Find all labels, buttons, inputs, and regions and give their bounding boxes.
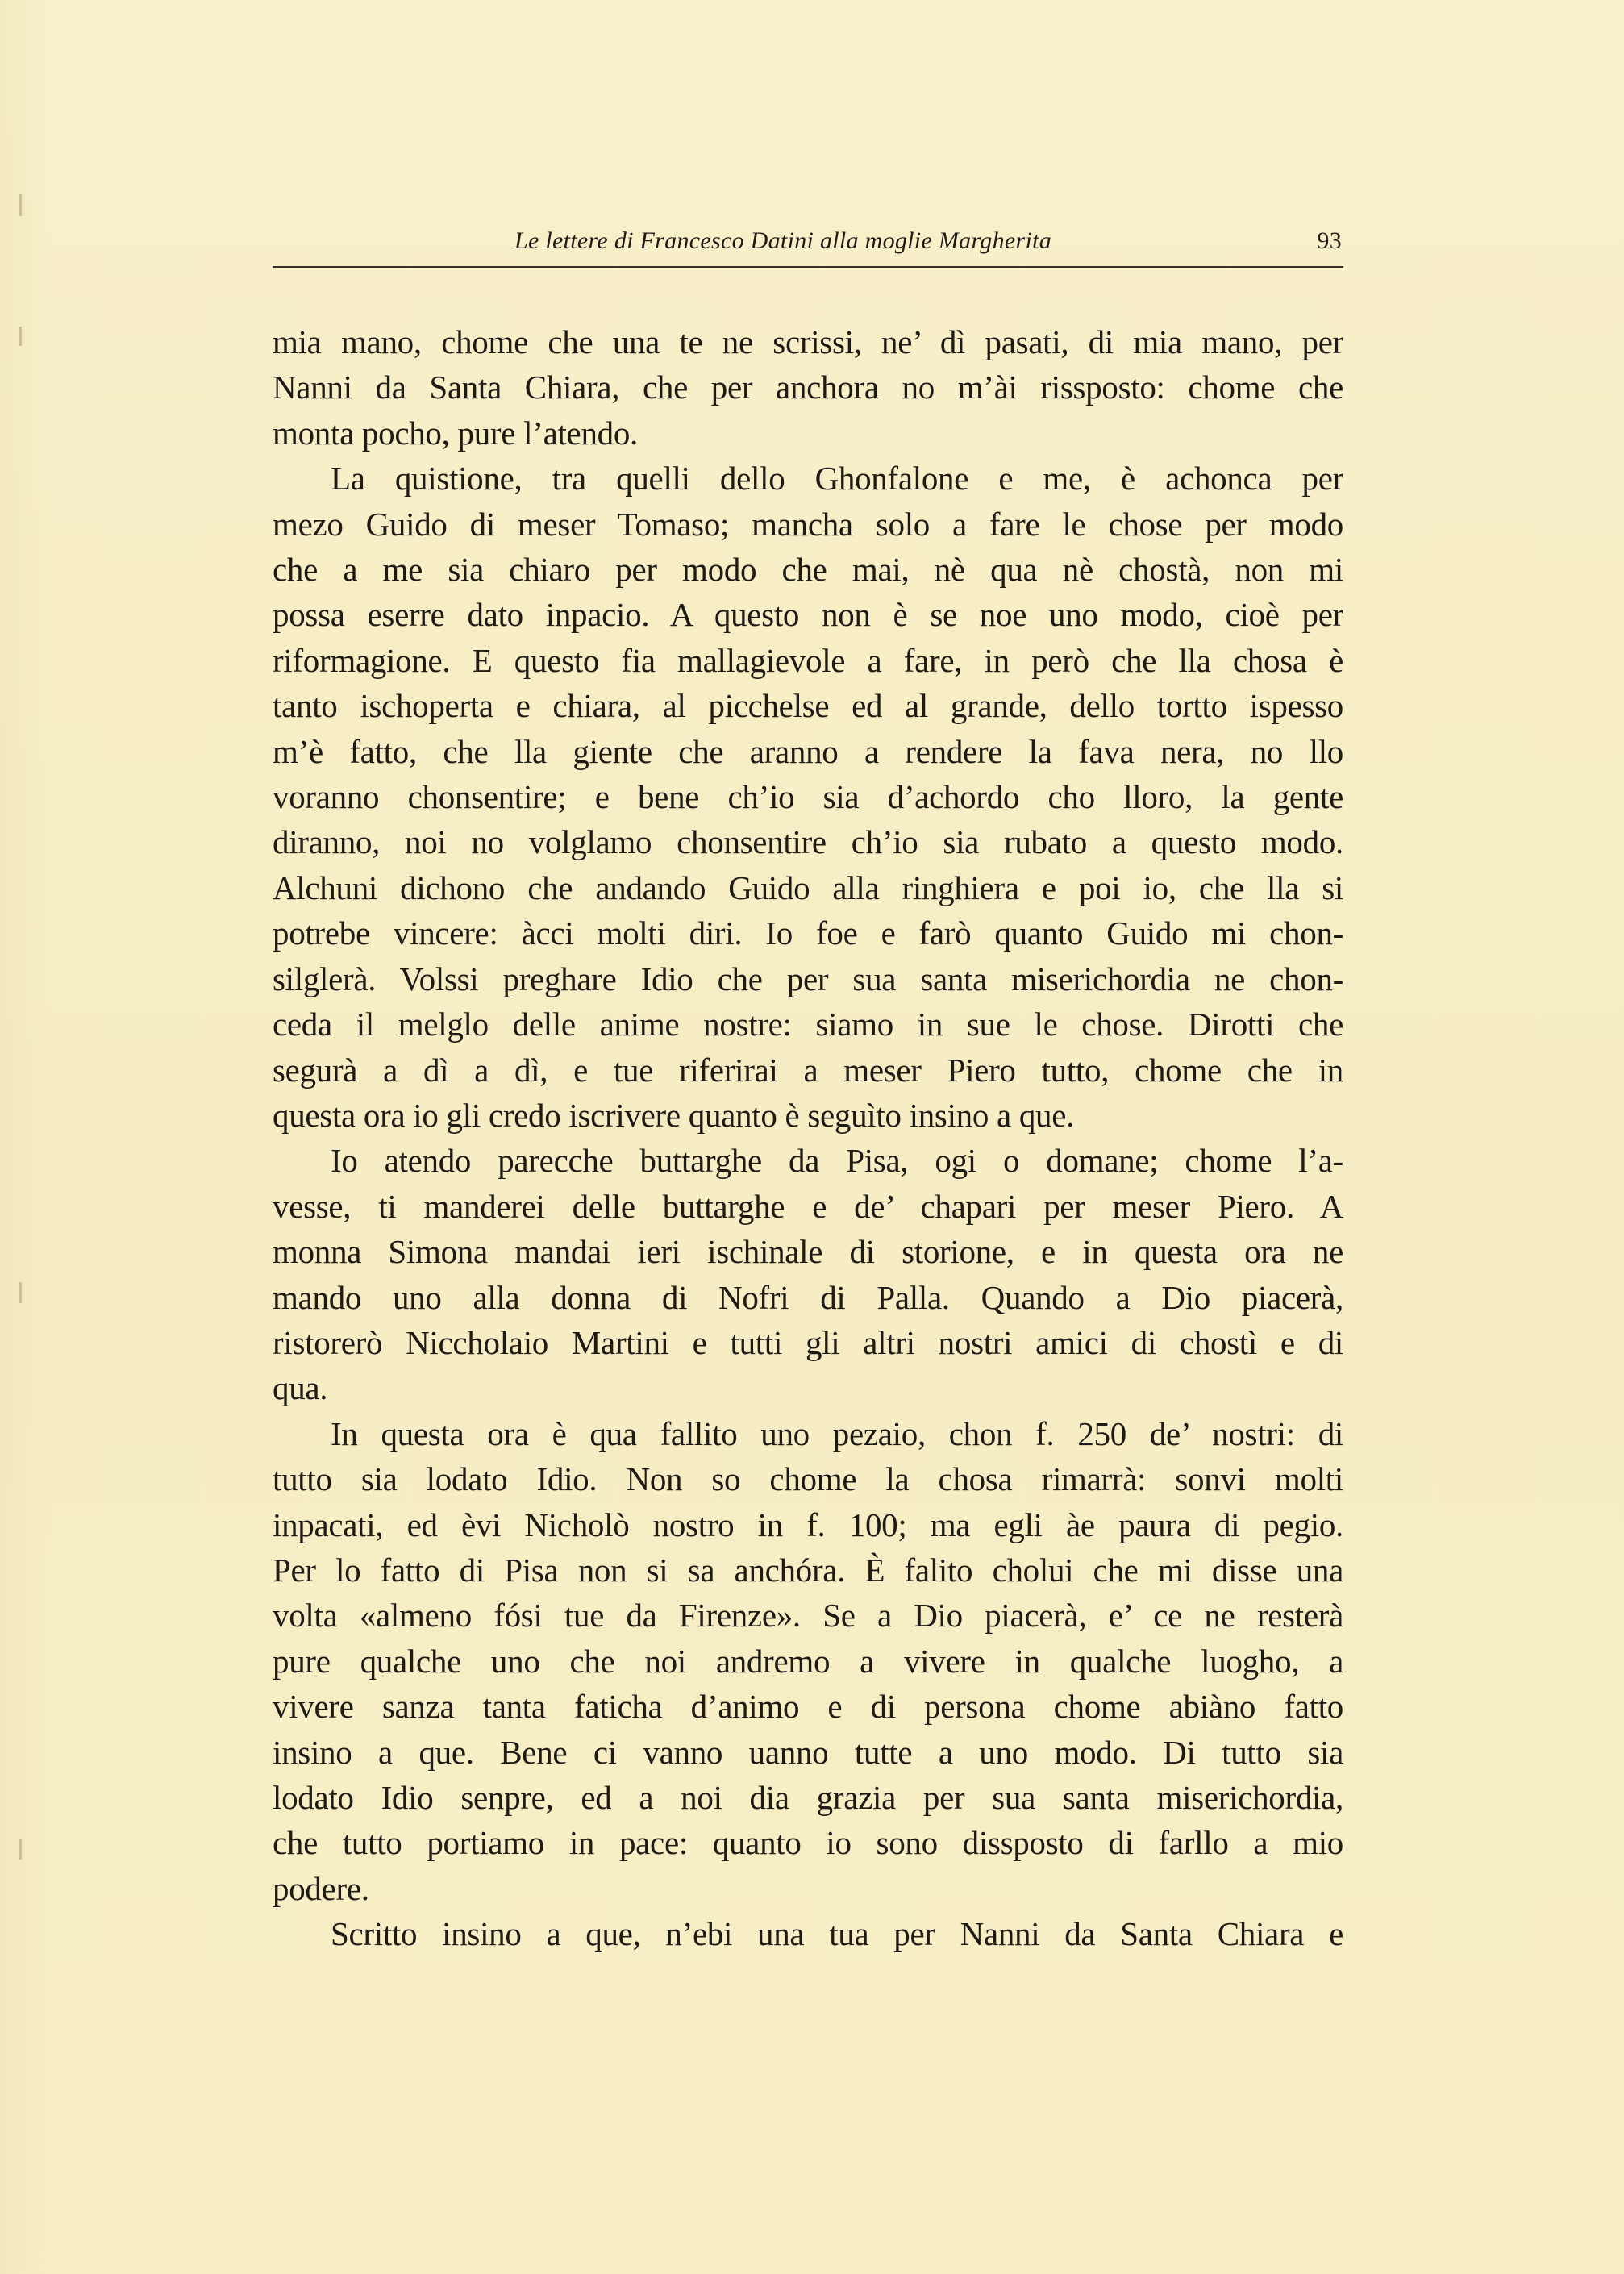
text-line: mando uno alla donna di Nofri di Palla. Quando a Dio piacerà, (273, 1278, 1343, 1316)
text-line: segurà a dì a dì, e tue riferirai a meser Piero tutto, chome che in (273, 1051, 1343, 1089)
text-line: volta «almeno fósi tue da Firenze». Se a Dio piacerà, e’ ce ne resterà (273, 1597, 1343, 1635)
paragraph (273, 1411, 1343, 1911)
body-text (273, 319, 1343, 1957)
binding-mark (19, 194, 22, 216)
text-line: vivere sanza tanta faticha d’animo e di persona chome abiàno fatto (273, 1688, 1343, 1726)
text-line: monta pocho, pure l’atendo. (273, 414, 639, 452)
text-line: podere. (273, 1869, 369, 1907)
text-line: pure qualche uno che noi andremo a vivere in qualche luogho, a (273, 1642, 1343, 1680)
text-line: Per lo fatto di Pisa non si sa anchóra. È falito cholui che mi disse una (273, 1551, 1343, 1589)
text-line: lodato Idio senpre, ed a noi dia grazia per sua santa miserichordia, (273, 1779, 1343, 1816)
text-line: ristorerò Niccholaio Martini e tutti gli altri nostri amici di chostì e di (273, 1323, 1343, 1361)
text-line: possa eserre dato inpacio. A questo non è se noe uno modo, cioè per (273, 596, 1343, 634)
text-line: vesse, ti manderei delle buttarghe e de’ chapari per meser Piero. A (273, 1187, 1343, 1225)
binding-mark (19, 1839, 22, 1860)
text-line: Alchuni dichono che andando Guido alla ringhiera e poi io, che lla si (273, 868, 1343, 906)
text-line: diranno, noi no volglamo chonsentire ch’io sia rubato a questo modo. (273, 823, 1343, 861)
text-line: voranno chonsentire; e bene ch’io sia d’achordo cho lloro, la gente (273, 778, 1343, 816)
header-rule (273, 266, 1343, 268)
paragraph (273, 456, 1343, 1138)
text-line: qua. (273, 1369, 328, 1407)
text-line: Io atendo parecche buttarghe da Pisa, ogi o domane; chome l’a- (331, 1142, 1343, 1180)
text-line: silglerà. Volssi preghare Idio che per sua santa miserichordia ne chon- (273, 960, 1343, 997)
text-line: tutto sia lodato Idio. Non so chome la chosa rimarrà: sonvi molti (273, 1460, 1343, 1498)
text-line: ceda il melglo delle anime nostre: siamo in sue le chose. Dirotti che (273, 1006, 1343, 1043)
text-line: monna Simona mandai ieri ischinale di storione, e in questa ora ne (273, 1233, 1343, 1271)
text-line: Scritto insino a que, n’ebi una tua per Nanni da Santa Chiara e (331, 1915, 1343, 1953)
text-line: Nanni da Santa Chiara, che per anchora no m’ài rissposto: chome che (273, 369, 1343, 406)
text-line: mezo Guido di meser Tomaso; mancha solo a fare le chose per modo (273, 505, 1343, 543)
text-line: inpacati, ed èvi Nicholò nostro in f. 100; ma egli àe paura di pegio. (273, 1506, 1343, 1543)
text-line: mia mano, chome che una te ne scrissi, ne’ dì pasati, di mia mano, per (273, 323, 1343, 360)
text-line: m’è fatto, che lla giente che aranno a rendere la fava nera, no llo (273, 732, 1343, 770)
text-line: che tutto portiamo in pace: quanto io sono dissposto di farllo a mio (273, 1824, 1343, 1862)
binding-mark (19, 1282, 22, 1303)
binding-mark (19, 327, 22, 346)
running-head-title: Le lettere di Francesco Datini alla moglie Margherita (514, 227, 1052, 254)
page-number: 93 (1317, 227, 1342, 254)
text-line: insino a que. Bene ci vanno uanno tutte a uno modo. Di tutto sia (273, 1733, 1343, 1771)
running-head (273, 227, 1343, 260)
text-line: questa ora io gli credo iscrivere quanto è seguìto insino a que. (273, 1096, 1075, 1134)
text-line: La quistione, tra quelli dello Ghonfalone e me, è achonca per (331, 460, 1343, 498)
paragraph (273, 1911, 1343, 1956)
text-line: In questa ora è qua fallito uno pezaio, chon f. 250 de’ nostri: di (331, 1414, 1343, 1452)
text-line: potrebe vincere: àcci molti diri. Io foe e farò quanto Guido mi chon- (273, 914, 1343, 952)
paragraph (273, 1138, 1343, 1410)
text-line: tanto ischoperta e chiara, al picchelse ed al grande, dello tortto ispesso (273, 687, 1343, 725)
text-line: che a me sia chiaro per modo che mai, nè qua nè chostà, non mi (273, 551, 1343, 589)
text-line: riformagione. E questo fia mallagievole a fare, in però che lla chosa è (273, 641, 1343, 679)
paragraph (273, 319, 1343, 456)
